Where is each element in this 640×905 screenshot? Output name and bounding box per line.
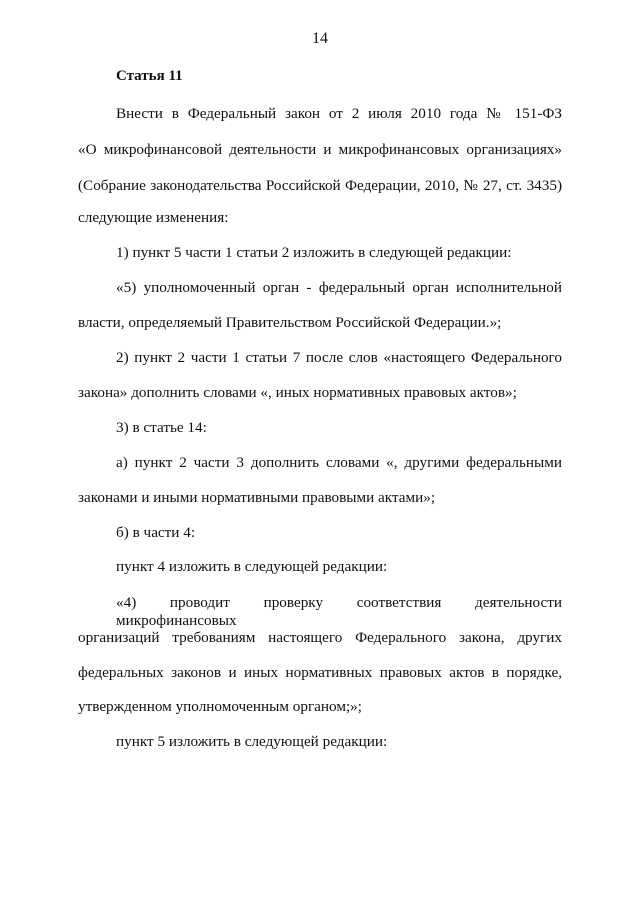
text-line-16: организаций требованиям настоящего Федерального закона, других [78, 629, 562, 646]
text-line-13: б) в части 4: [116, 524, 196, 541]
article-heading: Статья 11 [116, 68, 183, 84]
text-line-4: следующие изменения: [78, 209, 229, 226]
text-line-10: 3) в статье 14: [116, 419, 207, 436]
text-line-1: Внести в Федеральный закон от 2 июля 2010 года № 151-ФЗ [116, 105, 562, 122]
text-line-15: «4) проводит проверку соответствия деятельности микрофинансовых [116, 594, 562, 629]
text-line-2: «О микрофинансовой деятельности и микрофинансовых организациях» [78, 141, 562, 158]
text-line-3: (Собрание законодательства Российской Федерации, 2010, № 27, ст. 3435) [78, 177, 562, 194]
text-line-8: 2) пункт 2 части 1 статьи 7 после слов «настоящего Федерального [116, 349, 562, 366]
text-line-9: закона» дополнить словами «, иных нормативных правовых актов»; [78, 384, 517, 401]
page-number: 14 [312, 30, 328, 47]
text-line-19: пункт 5 изложить в следующей редакции: [116, 733, 388, 750]
text-line-17: федеральных законов и иных нормативных правовых актов в порядке, [78, 664, 562, 681]
text-line-18: утвержденном уполномоченным органом;»; [78, 698, 362, 715]
text-line-12: законами и иными нормативными правовыми актами»; [78, 489, 436, 506]
text-line-5: 1) пункт 5 части 1 статьи 2 изложить в следующей редакции: [116, 244, 512, 261]
text-line-7: власти, определяемый Правительством Российской Федерации.»; [78, 314, 502, 331]
text-line-14: пункт 4 изложить в следующей редакции: [116, 558, 388, 575]
text-line-11: а) пункт 2 части 3 дополнить словами «, другими федеральными [116, 454, 562, 471]
text-line-6: «5) уполномоченный орган - федеральный орган исполнительной [116, 279, 562, 296]
